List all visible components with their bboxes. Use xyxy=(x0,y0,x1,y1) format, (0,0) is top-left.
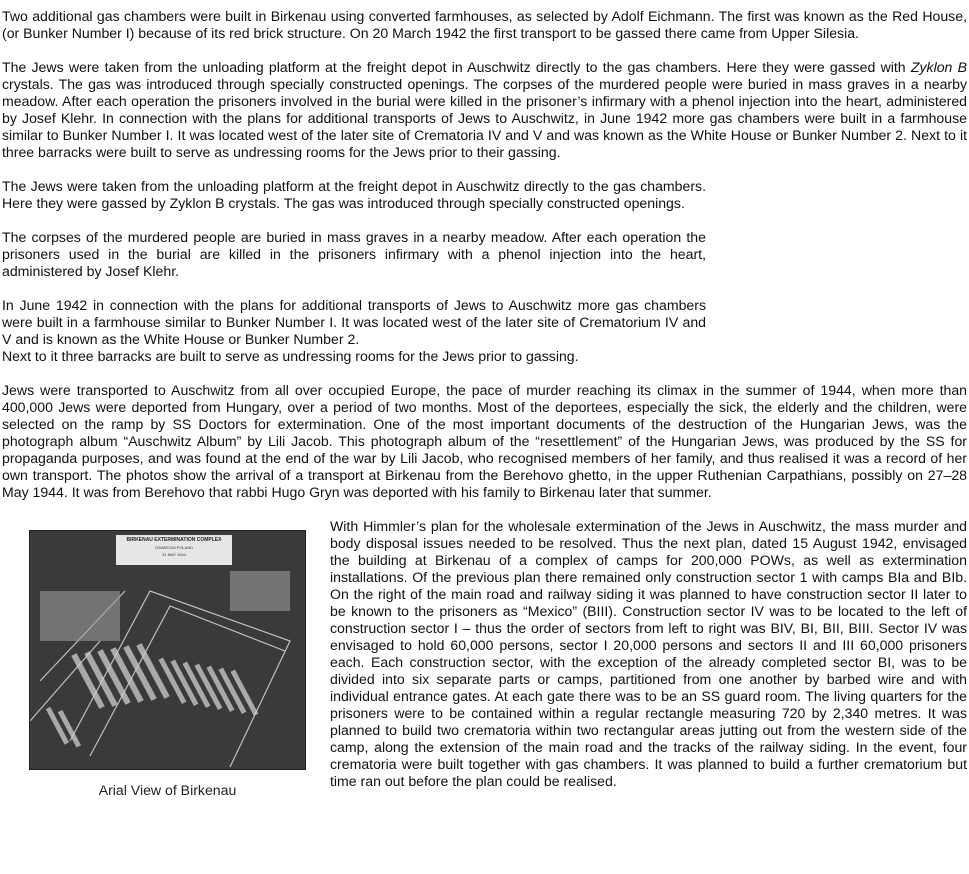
aerial-photo xyxy=(29,530,306,770)
photo-heading: BIRKENAU EXTERMINATION COMPLEX xyxy=(126,537,222,543)
paragraph-barracks: Next to it three barracks are built to serve as undressing rooms for the Jews prior to gassing. xyxy=(2,348,579,364)
paragraph-text: crystals. The gas was introduced through specially constructed openings. The corpses of the murdered people were buried in mass graves in a nearby meadow. After each operation the prisoners involved in the burial were killed in the prisoner’s infirmary with a phenol injection into the heart, administered by Josef Klehr. In connection with the plans for additional transports of Jews to Auschwitz, in June 1942 more gas chambers were built in a farmhouse similar to Bunker Number I. It was located west of the later site of Crematoria IV and V and was known as the White House or Bunker Number 2. Next to it three barracks were built to serve as undressing rooms for the Jews prior to their gassing. xyxy=(2,76,967,160)
paragraph-hungarian-jews: Jews were transported to Auschwitz from all over occupied Europe, the pace of murder reaching its climax in the summer of 1944, when more than 400,000 Jews were deported from Hungary, over a period of two months. Most of the deportees, especially the sick, the elderly and the children, were selected on the ramp by SS Doctors for extermination. One of the most important documents of the destruction of the Hungarian Jews, was the photograph album “Auschwitz Album” by Lili Jacob. This photograph album of the “resettlement” of the Hungarian Jews, was produced by the SS for propaganda purposes, and was found at the end of the war by Lili Jacob, who recognised members of her family, and thus realised it was a record of her own transport. The photos show the arrival of a transport at Birkenau from the Berehovo ghetto, in the upper Ruthenian Carpathians, possibly on 27–28 May 1944. It was from Berehovo that rabbi Hugo Gryn was deported with his family to Birkenau later that summer. xyxy=(2,382,967,500)
paragraph-gassing-process xyxy=(2,59,967,161)
photo-subheading: OSWIECIM POLAND xyxy=(154,545,194,550)
paragraph-white-house: In June 1942 in connection with the plans for additional transports of Jews to Auschwitz more gas chambers were built in a farmhouse similar to Bunker Number I. It was located west of the later site of Crematorium IV and V and is known as the White House or Bunker Number 2. xyxy=(2,297,706,347)
paragraph-text: The Jews were taken from the unloading platform at the freight depot in Auschwitz directly to the gas chambers. Here they were gassed with xyxy=(2,59,911,75)
photo-date: 31 MAY 1944 xyxy=(162,552,186,557)
paragraph-group-white-house xyxy=(2,297,706,365)
italic-term: Zyklon B xyxy=(910,59,968,75)
photo-caption: Arial View of Birkenau xyxy=(98,782,237,798)
figure-birkenau xyxy=(29,530,306,799)
paragraph-himmler-plan: With Himmler’s plan for the wholesale extermination of the Jews in Auschwitz, the mass murder and body disposal issues needed to be resolved. Thus the next plan, dated 15 August 1942, envisaged the building at Birkenau of a complex of camps for 200,000 POWs, as well as extermination installations. Of the previous plan there remained only construction sector 1 with camps BIa and BIb. On the right of the main road and railway siding it was planned to have construction sector II later to be known to the prisoners as “Mexico” (BIII). Construction sector IV was to be located to the left of construction sector I – thus the order of sectors from left to right was BIV, BI, BII, BIII. Sector IV was envisaged to hold 60,000 persons, sector I 20,000 persons and sectors II and III 60,000 prisoners each. Each construction sector, with the exception of the already completed sector BI, was to be divided into six separate parts or camps, partitioned from one another by barbed wire and with individual entrance gates. At each gate there was to be an SS guard room. The living quarters for the prisoners were to be contained within a regular rectangle measuring 720 by 2,340 metres. It was planned to build two crematoria within two rectangular areas jutting out from the western side of the camp, along the extension of the main road and the tracks of the railway siding. In the event, four crematoria were built together with gas chambers. It was planned to build a further crematorium but time ran out before the plan could be realised. xyxy=(330,518,967,789)
paragraph-mass-graves: The corpses of the murdered people are buried in mass graves in a nearby meadow. After each operation the prisoners used in the burial are killed in the prisoners infirmary with a phenol injection into the heart, administered by Josef Klehr. xyxy=(2,229,706,279)
aerial-photo-drawing xyxy=(30,531,305,769)
figure-and-text-section xyxy=(2,518,967,818)
paragraph-red-house: Two additional gas chambers were built in Birkenau using converted farmhouses, as selected by Adolf Eichmann. The first was known as the Red House, (or Bunker Number I) because of its red brick structure. On 20 March 1942 the first transport to be gassed there came from Upper Silesia. xyxy=(2,8,967,41)
paragraph-unloading-platform: The Jews were taken from the unloading platform at the freight depot in Auschwitz directly to the gas chambers. Here they were gassed by Zyklon B crystals. The gas was introduced through specially constructed openings. xyxy=(2,178,706,211)
document-page xyxy=(2,8,967,818)
